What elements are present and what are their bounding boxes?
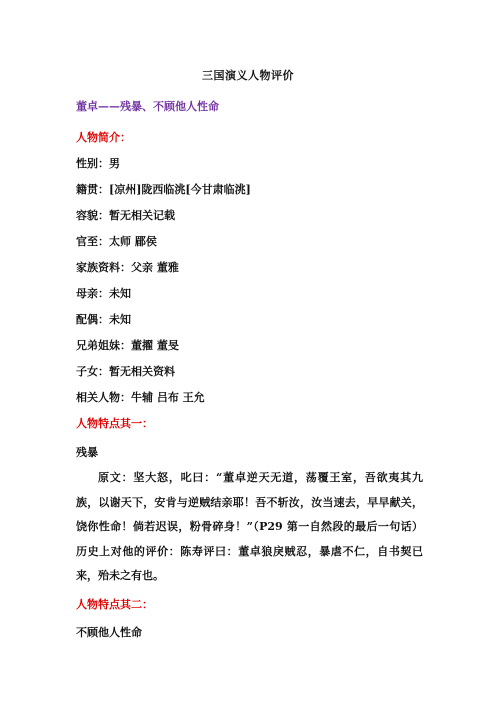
document-title: 三国演义人物评价 (202, 69, 294, 82)
info-children: 子女：暂无相关资料 (76, 365, 175, 378)
info-appearance: 容貌：暂无相关记载 (76, 209, 175, 222)
info-family: 家族资料：父亲 董雅 (76, 261, 179, 274)
info-gender: 性别：男 (76, 157, 120, 170)
info-siblings: 兄弟姐妹：董擢 董旻 (76, 339, 179, 352)
info-origin: 籍贯：[凉州]陇西临洮[今甘肃临洮] (76, 183, 251, 196)
character-heading: 董卓——残暴、不顾他人性命 (76, 100, 219, 113)
section-intro-heading: 人物简介： (76, 131, 131, 144)
trait2-name: 不顾他人性命 (76, 626, 142, 639)
info-spouse: 配偶：未知 (76, 313, 131, 326)
trait1-name: 残暴 (76, 446, 98, 459)
info-position: 官至：太师 郿侯 (76, 235, 157, 248)
trait2-heading: 人物特点其二： (76, 598, 153, 611)
info-mother: 母亲：未知 (76, 287, 131, 300)
trait1-heading: 人物特点其一： (76, 417, 153, 430)
info-related: 相关人物：牛辅 吕布 王允 (76, 391, 205, 404)
trait1-paragraph: 原文：坚大怒，叱曰：“董卓逆天无道，荡覆王室，吾欲夷其九族，以谢天下，安肯与逆贼结亲耶！吾不斩汝，汝当速去，早早献关，饶你性命！倘若迟误，粉骨碎身！”（P29 第一自然段的最后一句话）历史上对他的评价：陈寿评曰：董卓狼戾贼忍，暴虐不仁，自书契已来，殆未之有也。 (76, 471, 423, 582)
